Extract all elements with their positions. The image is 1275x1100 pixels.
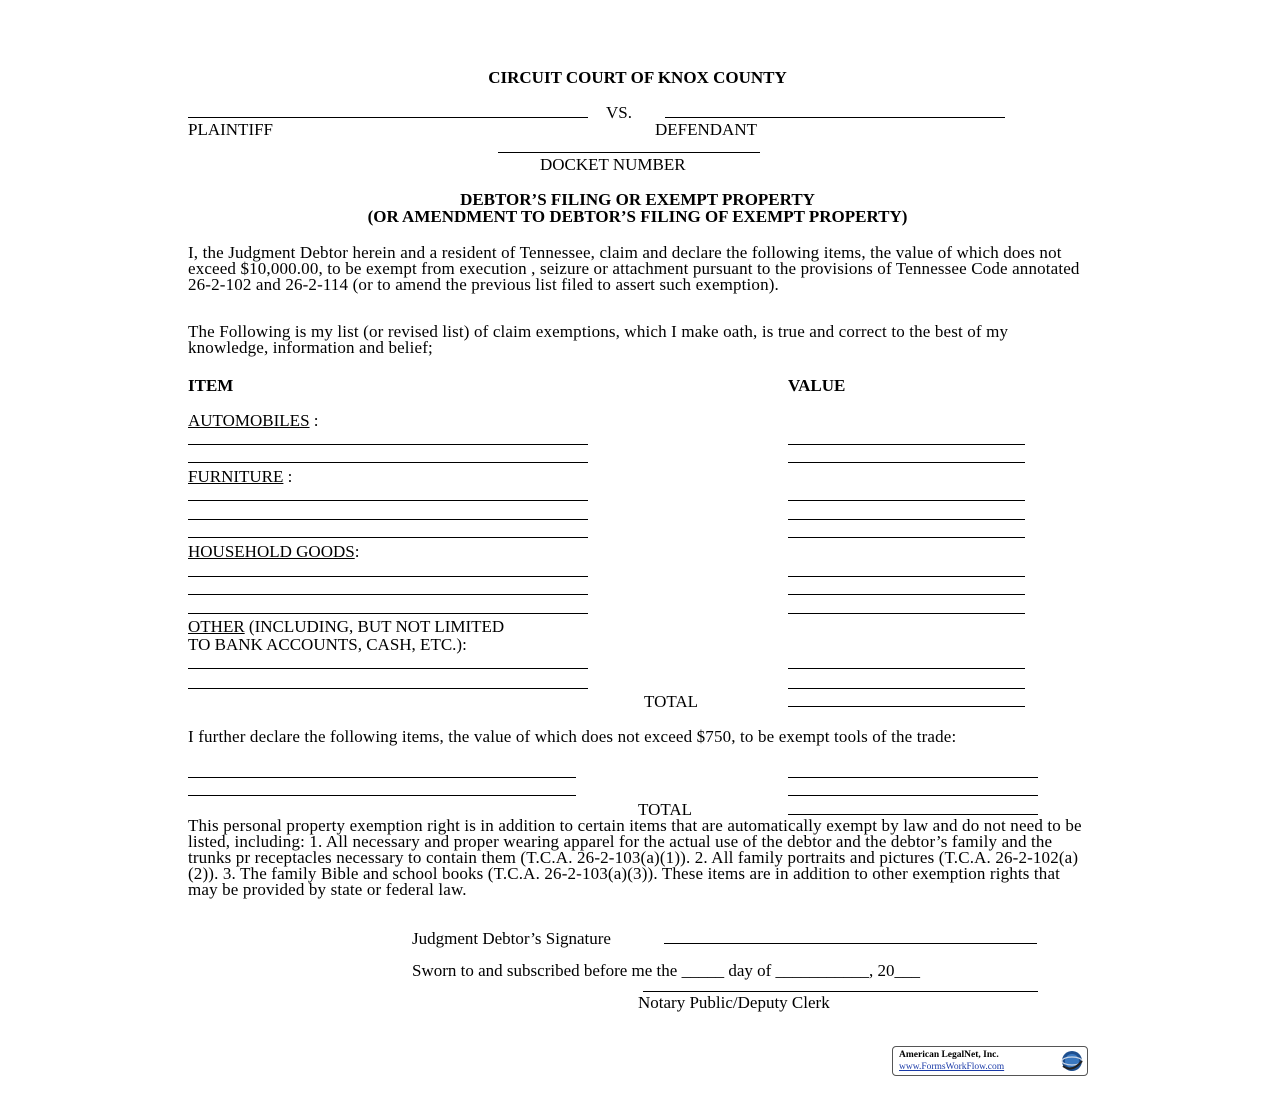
value-line[interactable]: [788, 688, 1025, 689]
value-line[interactable]: [788, 500, 1025, 501]
value-column-header: VALUE: [788, 376, 846, 395]
automobiles-colon: :: [309, 411, 319, 430]
furniture-colon: :: [283, 467, 293, 486]
form-title-line1: DEBTOR’S FILING OR EXEMPT PROPERTY: [460, 190, 815, 209]
item-line[interactable]: [188, 613, 588, 614]
tools-paragraph: I further declare the following items, the value of which does not exceed $750, to be exempt tools of the trade:: [188, 727, 957, 746]
tool-value-line[interactable]: [788, 795, 1038, 796]
item-line[interactable]: [188, 668, 588, 669]
item-column-header: ITEM: [188, 376, 234, 395]
automobiles-heading: [188, 412, 319, 429]
furniture-label: FURNITURE: [188, 467, 284, 486]
total-value-line[interactable]: [788, 706, 1025, 707]
tool-item-line[interactable]: [188, 777, 576, 778]
value-line[interactable]: [788, 537, 1025, 538]
notary-signature-line[interactable]: [643, 991, 1038, 992]
docket-line[interactable]: [498, 152, 760, 153]
sworn-statement: Sworn to and subscribed before me the _____ day of ___________, 20___: [412, 961, 921, 980]
signature-line[interactable]: [664, 943, 1037, 944]
court-title: CIRCUIT COURT OF KNOX COUNTY: [488, 68, 787, 87]
household-colon: :: [354, 542, 360, 561]
plaintiff-label: PLAINTIFF: [188, 120, 274, 139]
item-line[interactable]: [188, 537, 588, 538]
item-line[interactable]: [188, 462, 588, 463]
other-heading: [188, 618, 504, 635]
plaintiff-line[interactable]: [188, 117, 588, 118]
value-line[interactable]: [788, 668, 1025, 669]
total-label: TOTAL: [644, 692, 699, 711]
oath-paragraph: The Following is my list (or revised list) of claim exemptions, which I make oath, is true and correct to the best of my knowledge, information and belief;: [188, 322, 1009, 357]
globe-icon: [1060, 1049, 1084, 1073]
american-legalnet-logo[interactable]: [892, 1046, 1088, 1076]
notice-paragraph: This personal property exemption right is in addition to certain items that are automatically exempt by law and do not need to be listed, including: 1. All necessary and proper wearing apparel for the actual use of the debtor and the debtor’s family and the trunks pr receptacles necessary to contain them (T.C.A. 26-2-103(a)(1)). 2. All family portraits and pictures (T.C.A. 26-2-102(a)(2)). 3. The family Bible and school books (T.C.A. 26-2-103(a)(3)). These items are in addition to other exemption rights that may be provided by state or federal law.: [188, 816, 1082, 899]
value-line[interactable]: [788, 519, 1025, 520]
household-label: HOUSEHOLD GOODS: [188, 542, 355, 561]
docket-label: DOCKET NUMBER: [540, 155, 686, 174]
value-line[interactable]: [788, 594, 1025, 595]
item-line[interactable]: [188, 500, 588, 501]
other-label: OTHER: [188, 617, 245, 636]
signature-label: Judgment Debtor’s Signature: [412, 929, 611, 948]
logo-url-link[interactable]: www.FormsWorkFlow.com: [899, 1062, 1005, 1072]
value-line[interactable]: [788, 576, 1025, 577]
defendant-label: DEFENDANT: [655, 120, 757, 139]
furniture-heading: [188, 468, 292, 485]
item-line[interactable]: [188, 688, 588, 689]
tool-value-line[interactable]: [788, 777, 1038, 778]
automobiles-label: AUTOMOBILES: [188, 411, 310, 430]
household-heading: [188, 543, 359, 560]
other-description: (INCLUDING, BUT NOT LIMITED: [244, 617, 505, 636]
item-line[interactable]: [188, 519, 588, 520]
item-line[interactable]: [188, 594, 588, 595]
value-line[interactable]: [788, 613, 1025, 614]
item-line[interactable]: [188, 444, 588, 445]
logo-company-name: American LegalNet, Inc.: [899, 1050, 999, 1060]
tools-total-label: TOTAL: [638, 800, 693, 819]
vs-label: VS.: [606, 103, 632, 122]
tool-item-line[interactable]: [188, 795, 576, 796]
tools-total-value-line[interactable]: [788, 814, 1038, 815]
defendant-line[interactable]: [665, 117, 1005, 118]
form-title-line2: (OR AMENDMENT TO DEBTOR’S FILING OF EXEMPT PROPERTY): [367, 207, 908, 226]
notary-label: Notary Public/Deputy Clerk: [638, 993, 830, 1012]
intro-paragraph: I, the Judgment Debtor herein and a resident of Tennessee, claim and declare the following items, the value of which does not exceed $10,000.00, to be exempt from execution , seizure or attachment pursuant to the provisions of Tennessee Code annotated 26-2-102 and 26-2-114 (or to amend the previous list filed to assert such exemption).: [188, 243, 1080, 294]
value-line[interactable]: [788, 462, 1025, 463]
other-heading-line2: TO BANK ACCOUNTS, CASH, ETC.):: [188, 635, 467, 654]
item-line[interactable]: [188, 576, 588, 577]
value-line[interactable]: [788, 444, 1025, 445]
